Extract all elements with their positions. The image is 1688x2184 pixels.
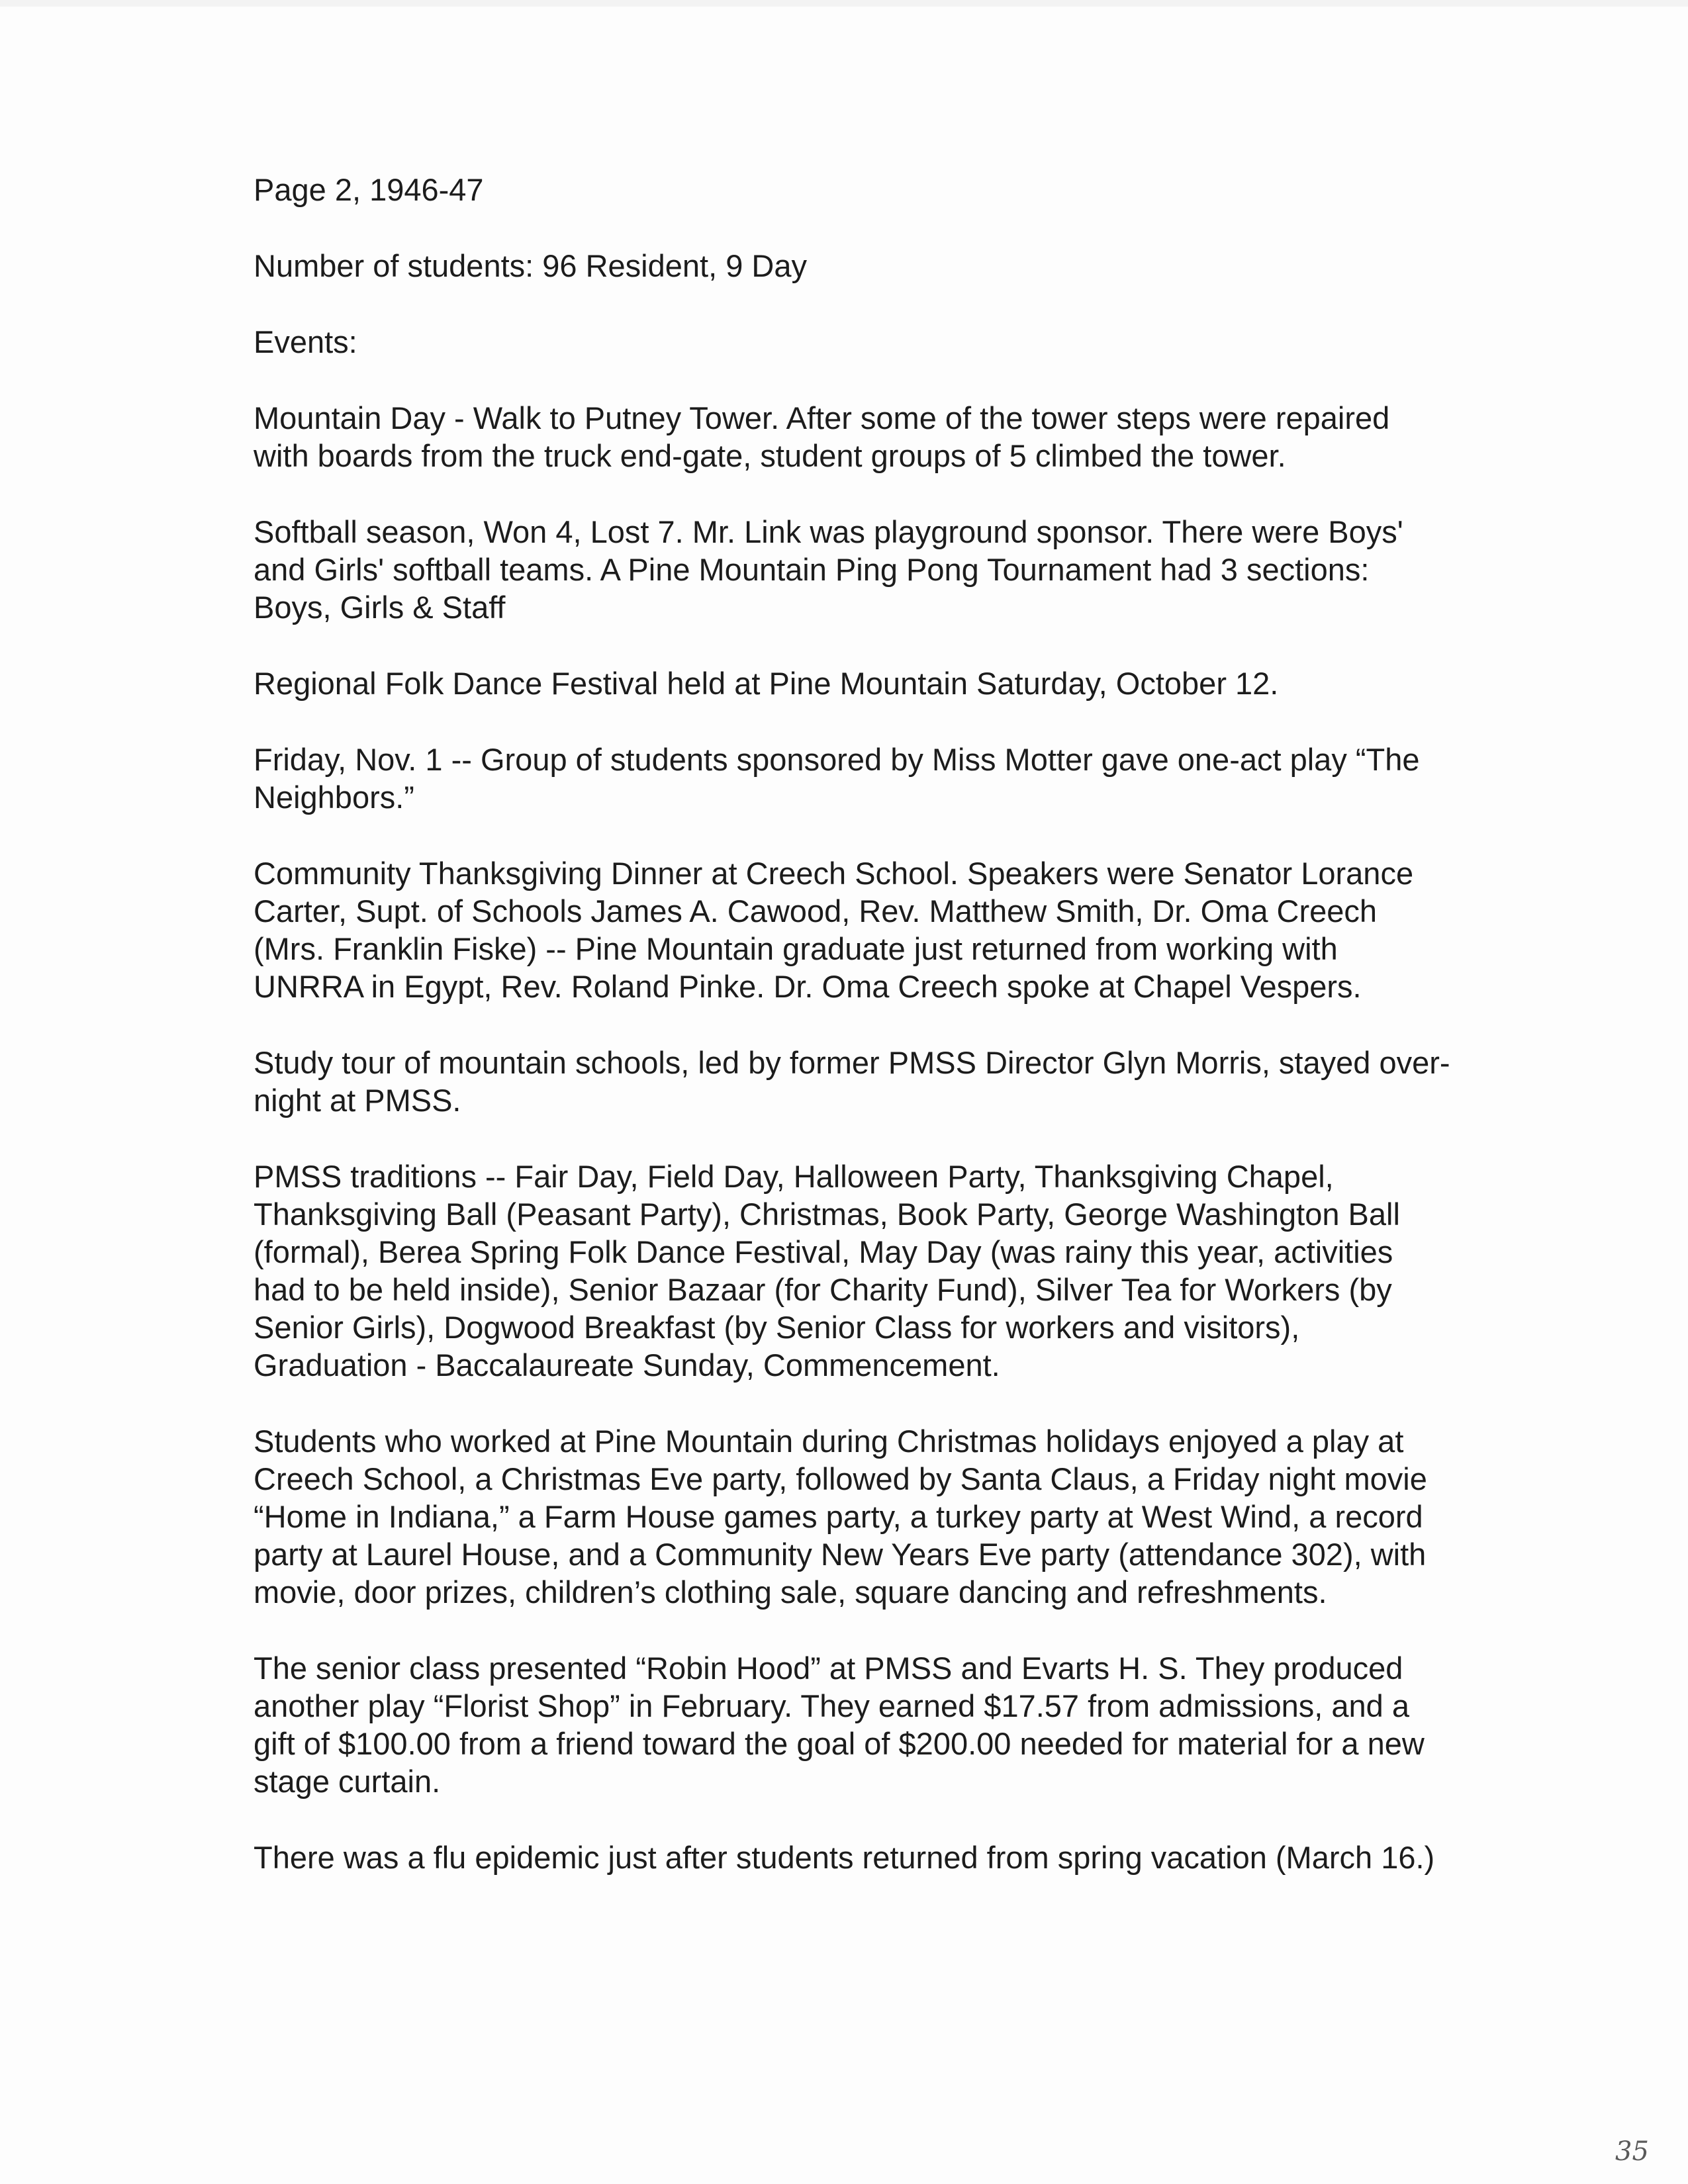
paragraph-thanksgiving: Community Thanksgiving Dinner at Creech School. Speakers were Senator Lorance Carter, Supt. of Schools James A. Cawood, Rev. Matthew Smith, Dr. Oma Creech (Mrs. Franklin Fiske) -- Pine Mountain graduate just returned from working with UNRRA in Egypt, Rev. Roland Pinke. Dr. Oma Creech spoke at Chapel Vespers. [254, 856, 1414, 1004]
paragraph-traditions: PMSS traditions -- Fair Day, Field Day, Halloween Party, Thanksgiving Chapel, Thanksgiving Ball (Peasant Party), Christmas, Book Party, George Washington Ball (formal), Berea Spring Folk Dance Festival, May Day (was rainy this year, activities had to be held inside), Senior Bazaar (for Charity Fund), Silver Tea for Workers (by Senior Girls), Dogwood Breakfast (by Senior Class for workers and visitors), Graduation - Baccalaureate Sunday, Commencement. [254, 1159, 1400, 1383]
document-body [254, 171, 1551, 1915]
paragraph-softball: Softball season, Won 4, Lost 7. Mr. Link was playground sponsor. There were Boys' and Girls' softball teams. A Pine Mountain Ping Pong Tournament had 3 sections: Boys, Girls & Staff [254, 514, 1403, 625]
paragraph-christmas: Students who worked at Pine Mountain during Christmas holidays enjoyed a play at Creech School, a Christmas Eve party, followed by Santa Claus, a Friday night movie “Home in Indiana,” a Farm House games party, a turkey party at West Wind, a record party at Laurel House, and a Community New Years Eve party (attendance 302), with movie, door prizes, children’s clothing sale, square dancing and refreshments. [254, 1424, 1427, 1610]
page-header: Page 2, 1946-47 [254, 172, 484, 207]
handwritten-page-number: 35 [1615, 2136, 1649, 2167]
paragraph-flu: There was a flu epidemic just after students returned from spring vacation (March 16.) [254, 1840, 1435, 1875]
paragraph-play: Friday, Nov. 1 -- Group of students sponsored by Miss Motter gave one-act play “The Neighbors.” [254, 742, 1420, 815]
paragraph-mountain-day: Mountain Day - Walk to Putney Tower. After some of the tower steps were repaired with boards from the truck end-gate, student groups of 5 climbed the tower. [254, 400, 1390, 473]
scan-edge [0, 0, 1688, 7]
student-count: Number of students: 96 Resident, 9 Day [254, 248, 807, 283]
paragraph-study-tour: Study tour of mountain schools, led by former PMSS Director Glyn Morris, stayed over- night at PMSS. [254, 1045, 1450, 1118]
paragraph-folk-dance: Regional Folk Dance Festival held at Pine Mountain Saturday, October 12. [254, 666, 1279, 701]
events-heading: Events: [254, 324, 357, 359]
paragraph-senior-class: The senior class presented “Robin Hood” at PMSS and Evarts H. S. They produced another play “Florist Shop” in February. They earned $17.57 from admissions, and a gift of $100.00 from a friend toward the goal of $200.00 needed for material for a new stage curtain. [254, 1651, 1425, 1799]
